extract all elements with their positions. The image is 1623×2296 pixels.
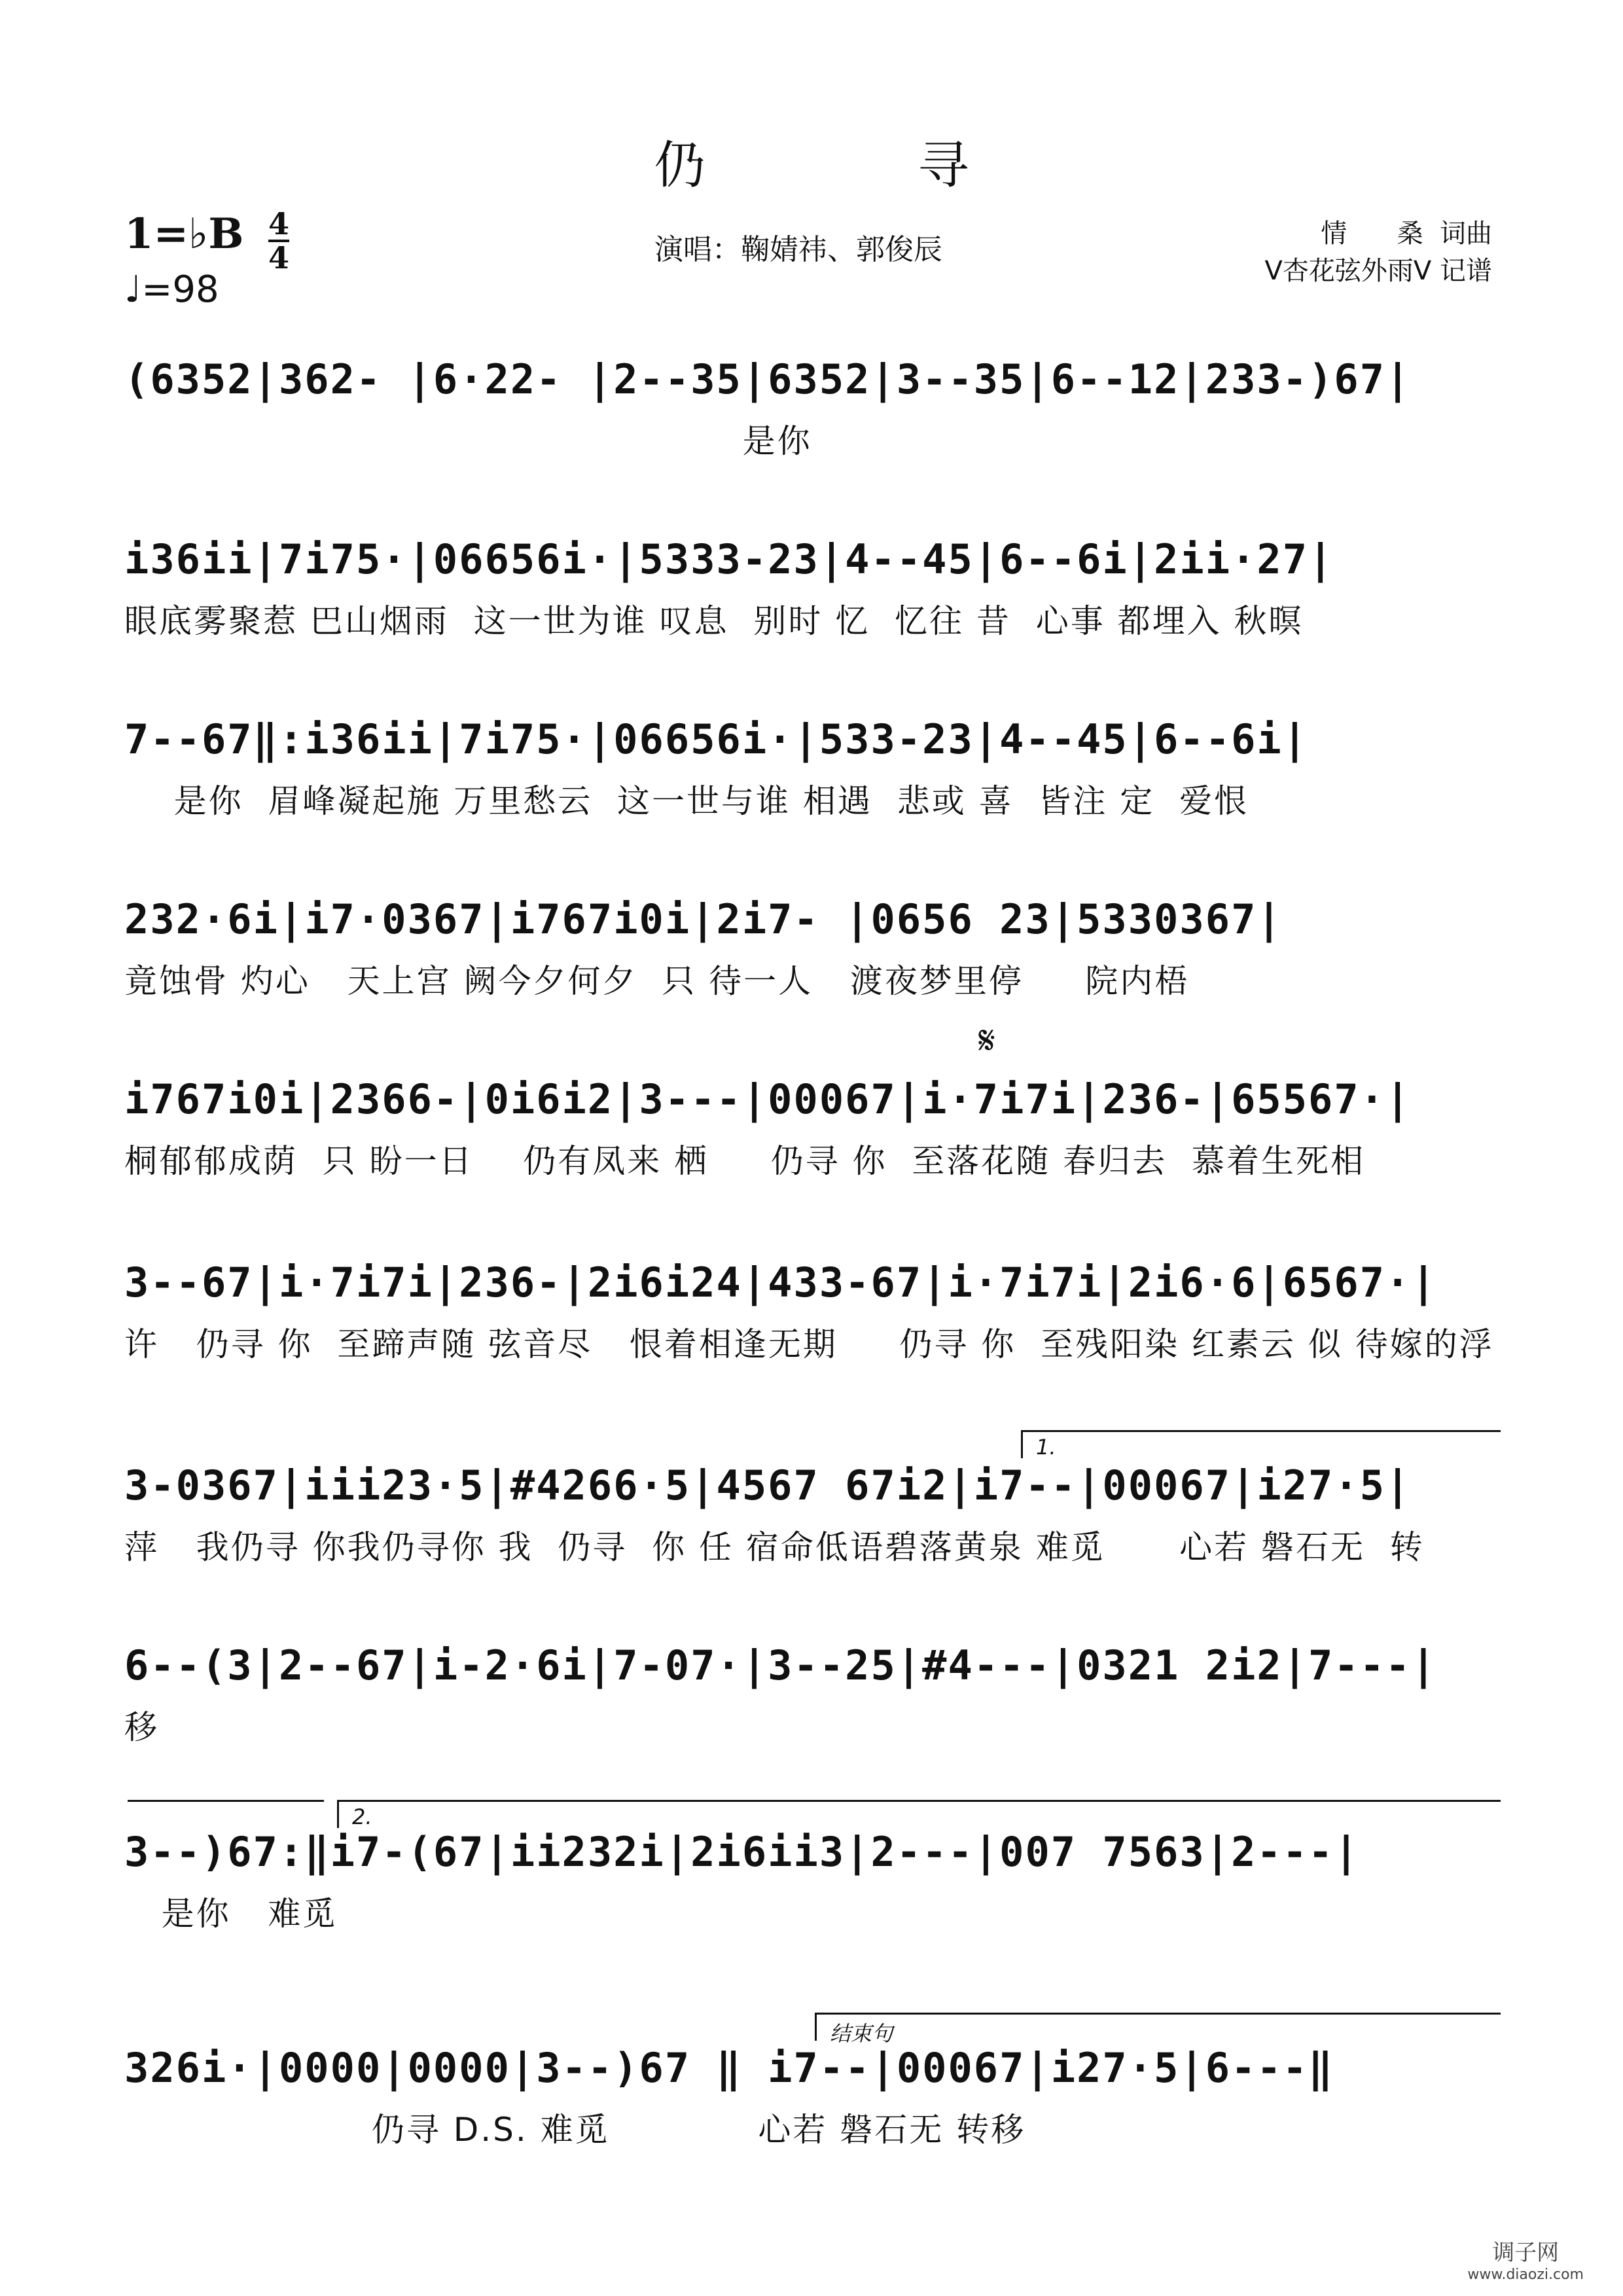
coda-ending-bracket — [815, 2013, 1501, 2046]
time-signature — [268, 208, 289, 274]
page-title: 仍 寻 — [654, 136, 1067, 195]
staff-line-1 — [124, 353, 1505, 460]
second-ending-label: 2. — [352, 1804, 372, 1829]
tempo-marking: ♩=98 — [124, 268, 219, 311]
staff-notes: 7--67‖:i36ii|7i75·|06656i·|533-23|4--45|6--6i| — [124, 715, 1309, 763]
staff-line-4 — [124, 893, 1505, 1000]
staff-lyrics: 仍寻 D.S. 难觅 心若 磐石无 转移 — [124, 2111, 1026, 2149]
staff-notes: 3-0367|iii23·5|#4266·5|4567 67i2|i7--|00067|i27·5| — [124, 1462, 1412, 1509]
coda-ending-label: 结束句 — [830, 2021, 893, 2046]
first-ending-label: 1. — [1036, 1435, 1056, 1460]
staff-notes: i36ii|7i75·|06656i·|5333-23|4--45|6--6i|2ii·27| — [124, 535, 1334, 583]
staff-lyrics: 许 仍寻 你 至蹄声随 弦音尽 恨着相逢无期 仍寻 你 至残阳染 红素云 似 待嫁的浮 — [124, 1325, 1494, 1363]
staff-lyrics: 是你 眉峰凝起施 万里愁云 这一世与谁 相遇 悲或 喜 皆注 定 爱恨 — [124, 782, 1249, 820]
transcriber-credit: V杏花弦外雨V 记谱 — [1264, 256, 1492, 286]
staff-line-6 — [124, 1257, 1505, 1363]
staff-line-10 — [124, 2042, 1505, 2149]
first-ending-continuation — [128, 1800, 324, 1828]
staff-notes: (6352|362- |6·22- |2--35|6352|3--35|6--12|233-)67| — [124, 355, 1412, 403]
staff-lyrics: 桐郁郁成荫 只 盼一日 仍有凤来 栖 仍寻 你 至落花随 春归去 慕着生死相 — [124, 1142, 1365, 1180]
staff-lyrics: 移 — [124, 1708, 159, 1746]
staff-line-9 — [124, 1826, 1505, 1933]
staff-line-2 — [124, 533, 1505, 640]
staff-notes: 3--67|i·7i7i|236-|2i6i24|433-67|i·7i7i|2i6·6|6567·| — [124, 1259, 1437, 1306]
watermark-site: 调子网 — [1492, 2240, 1560, 2266]
lyricist-composer-credit: 情 桑 词曲 — [1321, 219, 1492, 249]
first-ending-bracket — [1021, 1430, 1501, 1458]
staff-lyrics: 是你 难觅 — [124, 1895, 338, 1933]
singers-credit: 演唱：鞠婧祎、郭俊辰 — [654, 233, 942, 266]
site-watermark — [1467, 2234, 1584, 2283]
staff-line-3 — [124, 713, 1505, 820]
key-signature: 1=♭B — [124, 209, 244, 259]
staff-line-5 — [124, 1073, 1505, 1180]
staff-notes: 6--(3|2--67|i-2·6i|7-07·|3--25|#4---|0321 2i2|7---| — [124, 1641, 1437, 1689]
staff-notes: 3--)67:‖i7-(67|ii232i|2i6ii3|2---|007 7563|2---| — [124, 1828, 1360, 1876]
staff-lyrics: 眼底雾聚惹 巴山烟雨 这一世为谁 叹息 别时 忆 忆往 昔 心事 都埋入 秋暝 — [124, 602, 1304, 640]
second-ending-bracket — [337, 1800, 1501, 1828]
staff-line-7 — [124, 1460, 1505, 1566]
staff-notes: 232·6i|i7·0367|i767i0i|2i7- |0656 23|5330367| — [124, 895, 1283, 943]
time-signature-bottom: 4 — [268, 240, 290, 276]
staff-lyrics: 竟蚀骨 灼心 天上宫 阙今夕何夕 只 待一人 渡夜梦里停 院内梧 — [124, 962, 1190, 1000]
watermark-url: www.diaozi.com — [1467, 2267, 1584, 2283]
staff-lyrics: 是你 — [124, 422, 812, 460]
staff-lyrics: 萍 我仍寻 你我仍寻你 我 仍寻 你 任 宿命低语碧落黄泉 难觅 心若 磐石无 转 — [124, 1528, 1425, 1566]
staff-notes: 326i·|0000|0000|3--)67 ‖ i7--|00067|i27·5|6---‖ — [124, 2044, 1334, 2092]
staff-notes: i767i0i|2366-|0i6i2|3---|00067|i·7i7i|236-|65567·| — [124, 1075, 1412, 1123]
segno-sign: 𝄋 — [978, 1018, 995, 1064]
time-signature-top: 4 — [268, 206, 290, 242]
staff-line-8 — [124, 1640, 1505, 1746]
